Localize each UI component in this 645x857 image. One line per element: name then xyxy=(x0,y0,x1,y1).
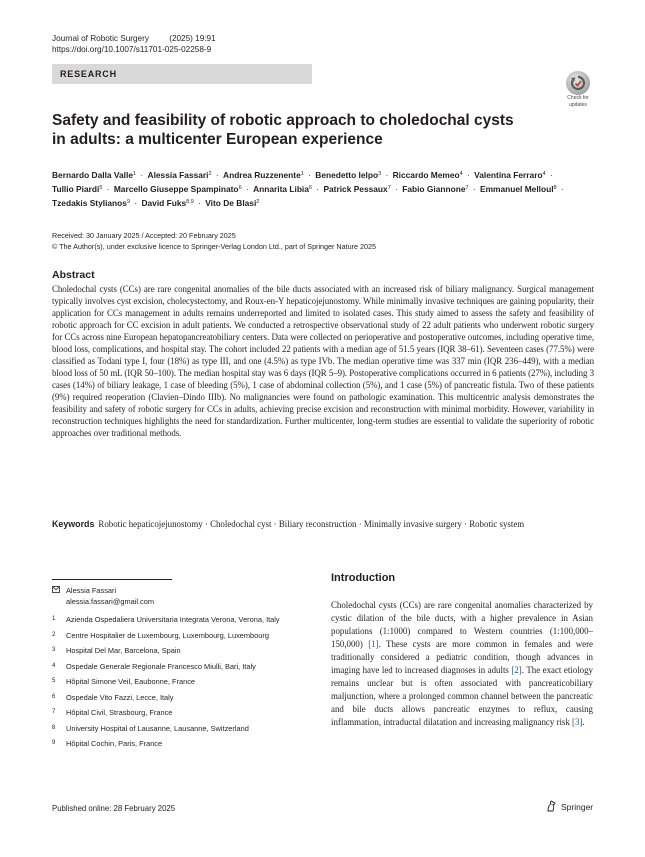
author-affiliation-marker: 3 xyxy=(378,171,382,177)
intro-text-part-3: . The exact etiology remains unclear but is often associated with pancreaticobiliary maljunction, where a prolonged common channel between the pancreatic and bile ducts allows pancreatic enzymes to reflux, causing inflammation, intraductal dilatation and increasing malignancy risk xyxy=(331,665,593,727)
author-affiliation-marker: 6 xyxy=(238,185,242,191)
author-affiliation-marker: 7 xyxy=(387,185,391,191)
author-name[interactable]: Annarita Libia xyxy=(253,184,309,194)
contact-email[interactable]: alessia.fassari@gmail.com xyxy=(66,596,155,606)
author-affiliation-marker: 8 xyxy=(553,185,557,191)
author-separator: · xyxy=(132,198,140,208)
affiliation-item xyxy=(52,677,307,688)
intro-text-part-2: . These cysts are more common in females and were traditionally considered a pediatric condition, though advances in imaging have led to increased diagnoses in adults xyxy=(331,639,593,675)
springer-horse-icon xyxy=(546,800,557,814)
author-list xyxy=(52,168,572,210)
affiliation-item xyxy=(52,662,307,673)
citation-link-3[interactable]: [3] xyxy=(572,717,583,727)
check-for-updates-line1: Check for xyxy=(567,95,589,101)
author-name[interactable]: Tzedakis Stylianos xyxy=(52,198,127,208)
author-name[interactable]: Fabio Giannone xyxy=(402,184,466,194)
author-separator: · xyxy=(195,198,204,208)
author-affiliation-marker: 1 xyxy=(133,171,137,177)
affiliation-number: 8 xyxy=(52,724,56,731)
author-separator: · xyxy=(547,170,553,180)
journal-name: Journal of Robotic Surgery xyxy=(52,34,149,43)
envelope-icon xyxy=(52,586,60,607)
journal-issue-line xyxy=(52,33,216,44)
author-affiliation-marker: 1 xyxy=(300,171,304,177)
affiliation-number: 4 xyxy=(52,662,56,669)
affiliation-text: Ospedale Vito Fazzi, Lecce, Italy xyxy=(66,692,174,702)
affiliation-number: 7 xyxy=(52,709,56,715)
author-separator: · xyxy=(383,170,391,180)
affiliation-item xyxy=(52,724,307,735)
author-separator: · xyxy=(470,184,479,194)
publisher-name: Springer xyxy=(561,802,594,812)
received-accepted: Received: 30 January 2025 / Accepted: 20 February 2025 xyxy=(52,231,236,240)
section-label: RESEARCH xyxy=(52,64,312,84)
affiliation-text: Ospedale Generale Regionale Francesco Miulli, Bari, Italy xyxy=(66,661,256,671)
author-name[interactable]: Alessia Fassari xyxy=(147,170,209,180)
affiliation-text: Hôpital Civil, Strasbourg, France xyxy=(66,708,173,717)
affiliation-number: 1 xyxy=(52,616,56,622)
affiliation-text: Hôpital Cochin, Paris, France xyxy=(66,739,163,748)
check-for-updates-icon xyxy=(566,71,590,95)
author-separator: · xyxy=(392,184,401,194)
affiliation-number: 2 xyxy=(52,631,56,638)
article-dates xyxy=(52,230,592,252)
author-affiliation-marker: 9 xyxy=(126,199,130,205)
author-name[interactable]: David Fuks xyxy=(141,198,187,208)
copyright-line: © The Author(s), under exclusive licence to Springer-Verlag London Ltd., part of Springer Nature 2025 xyxy=(52,242,376,251)
keywords-label: Keywords xyxy=(52,519,95,529)
author-affiliation-marker: 2 xyxy=(256,199,260,205)
author-separator: · xyxy=(213,170,222,180)
introduction-text xyxy=(331,599,593,729)
affiliation-list xyxy=(52,615,307,750)
affiliation-text: University Hospital of Lausanne, Lausanne, Switzerland xyxy=(66,723,249,733)
author-separator: · xyxy=(313,184,322,194)
corresponding-author xyxy=(52,586,307,607)
author-name[interactable]: Emmanuel Melloul xyxy=(480,184,554,194)
abstract-text: Choledochal cysts (CCs) are rare congenital anomalies of the bile ducts associated with an increased risk of biliary malignancy. Surgical management typically involves cyst excision, cholecystectomy, and Roux-en-Y hepaticojejunostomy. While minimally invasive techniques are gaining popularity, their application for CCs management in adults remains underreported and limited to isolated cases. This study aimed to assess the safety and feasibility of robotic approach for CC excision in adult patients. We conducted a retrospective observational study of 22 adult patients who underwent robotic surgery for CCs across nine European hepatopancreatobiliary centers. Data were collected on perioperative and postoperative outcomes, including operative time, blood loss, complications, and hospital stay. The cohort included 22 patients with a median age of 51.5 years (IQR 38–61). Seventeen cases (77.5%) were classified as Todani type I, four (18%) as type III, and one (4.5%) as type IVb. The median operative time was 337 min (IQR 236–449), with a median blood loss of 50 mL (IQR 50–100). The median hospital stay was 6 days (IQR 5–9). Postoperative complications occurred in 6 patients (27%), including 3 cases (14%) of biliary leakage, 1 case of bleeding (5%), 1 case of abdominal collection (5%), and 1 case (5%) of pancreatic fistula. Two of these patients (9%) required reoperation (Clavien–Dindo IIIb). No malignancies were found on pathologic examination. This multicentric analysis demonstrates the feasibility and safety of robotic surgery for CCs in adults, achieving precise excision and reconstruction with minimal morbidity. However, variability in reconstruction techniques highlights the need for standardization. Further multicenter, long-term studies are essential to validate the superiority of robotic approaches over traditional methods. xyxy=(52,284,594,438)
author-affiliation-marker: 4 xyxy=(459,171,463,177)
keywords xyxy=(52,518,592,530)
intro-text-part-4: . xyxy=(582,717,585,727)
affiliation-text: Hospital Del Mar, Barcelona, Spain xyxy=(66,646,181,655)
author-name[interactable]: Vito De Blasi xyxy=(205,198,257,208)
footnote-divider xyxy=(52,579,172,580)
footnotes xyxy=(52,586,307,755)
author-affiliation-marker: 4 xyxy=(542,171,546,177)
author-affiliation-marker: 6 xyxy=(308,185,312,191)
check-for-updates-badge[interactable] xyxy=(563,71,593,108)
publisher-logo xyxy=(546,800,593,814)
affiliation-text: Azienda Ospedaliera Universitaria Integrata Verona, Verona, Italy xyxy=(66,615,280,624)
affiliation-item xyxy=(52,708,307,719)
author-name[interactable]: Tullio Piardi xyxy=(52,184,100,194)
published-date: Published online: 28 February 2025 xyxy=(52,804,176,813)
affiliation-item xyxy=(52,693,307,704)
affiliation-item xyxy=(52,646,307,657)
affiliation-item xyxy=(52,615,307,626)
author-separator: · xyxy=(558,184,564,194)
author-separator: · xyxy=(104,184,112,194)
intro-text-part-1: Choledochal cysts (CCs) are rare congenital anomalies characterized by cystic dilation of the bile ducts, with a higher prevalence in Asian populations (1:1000) compared to Western countries (1:100,000–150,000) xyxy=(331,600,593,649)
doi-link[interactable]: https://doi.org/10.1007/s11701-025-02258-9 xyxy=(52,45,212,54)
author-name[interactable]: Andrea Ruzzenente xyxy=(223,170,301,180)
author-affiliation-marker: 8,9 xyxy=(186,199,194,205)
contact-name: Alessia Fassari xyxy=(66,586,117,595)
affiliation-item xyxy=(52,739,307,750)
article-title: Safety and feasibility of robotic approach to choledochal cysts in adults: a multicenter European experience xyxy=(52,112,514,148)
author-name[interactable]: Riccardo Memeo xyxy=(392,170,460,180)
author-name[interactable]: Valentina Ferraro xyxy=(474,170,543,180)
affiliation-number: 6 xyxy=(52,693,56,700)
affiliation-text: Hôpital Simone Veil, Eaubonne, France xyxy=(66,677,196,686)
author-separator: · xyxy=(138,170,146,180)
keywords-text: Robotic hepaticojejunostomy · Choledochal cyst · Biliary reconstruction · Minimally invasive surgery · Robotic system xyxy=(98,519,525,529)
affiliation-text: Centre Hospitalier de Luxembourg, Luxembourg, Luxembourg xyxy=(66,630,269,640)
affiliation-number: 5 xyxy=(52,678,56,684)
introduction-heading: Introduction xyxy=(331,572,396,584)
author-separator: · xyxy=(243,184,252,194)
author-affiliation-marker: 5 xyxy=(99,185,103,191)
abstract-heading: Abstract xyxy=(52,269,95,281)
author-name[interactable]: Patrick Pessaux xyxy=(323,184,388,194)
affiliation-item xyxy=(52,631,307,642)
author-affiliation-marker: 7 xyxy=(465,185,469,191)
author-separator: · xyxy=(464,170,473,180)
journal-header xyxy=(52,33,216,55)
author-affiliation-marker: 2 xyxy=(208,171,212,177)
affiliation-number: 3 xyxy=(52,647,56,653)
citation-link-2[interactable]: [2] xyxy=(511,665,522,675)
check-for-updates-line2: updates xyxy=(569,101,587,108)
author-name[interactable]: Marcello Giuseppe Spampinato xyxy=(113,184,239,194)
author-name[interactable]: Bernardo Dalla Valle xyxy=(52,170,133,180)
citation-link-1[interactable]: [1] xyxy=(368,639,379,649)
affiliation-number: 9 xyxy=(52,740,56,746)
author-separator: · xyxy=(305,170,314,180)
author-name[interactable]: Benedetto Ielpo xyxy=(315,170,379,180)
issue-number: (2025) 19:91 xyxy=(169,34,216,43)
